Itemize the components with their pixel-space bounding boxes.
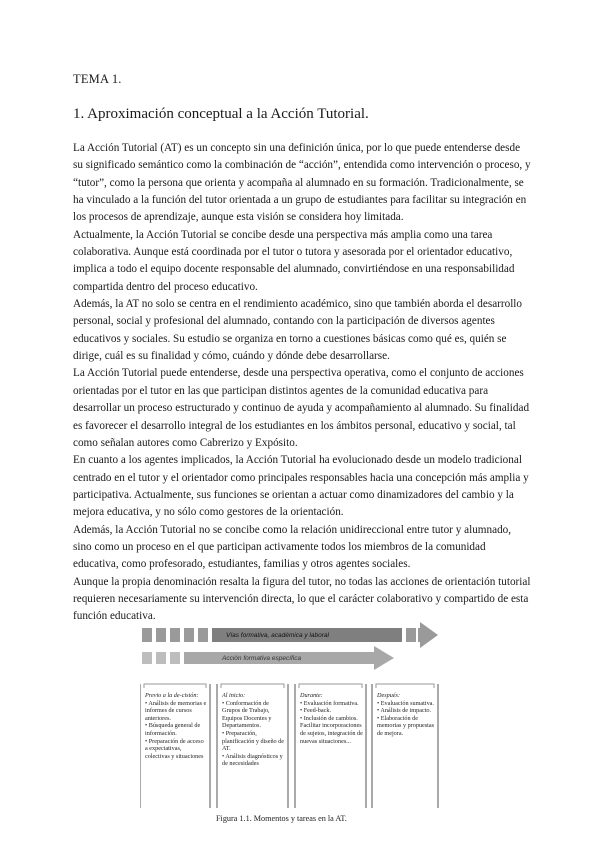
paragraph: La Acción Tutorial (AT) es un concepto sin una definición única, por lo que puede entenderse desde su significado semántico como la combinación de “acción”, entendida como intervención o proceso, y “tutor”, como la persona que orienta y acompaña al alumnado en su formación. Tradicionalmente, se ha vinculado a la función del tutor orientada a un grupo de estudiantes para facilitar su integración en los procesos de aprendizaje, aunque esta visión se considera hoy limitada. [73, 142, 531, 224]
column-item: • Análisis de impacto. [377, 707, 432, 715]
column-item: • Inclusión de cambios. Facilitar incorporaciones de sujetos, integración de nuevas situaciones... [300, 714, 363, 745]
chapter-label: TEMA 1. [73, 72, 122, 86]
paragraph: Además, la Acción Tutorial no se concibe como la relación unidireccional entre tutor y alumnado, sino como un proceso en el que participan activamente todos los miembros de la comunidad educativa, como profesorado, estudiantes, familias y otros agentes sociales. [73, 523, 512, 571]
column-brackets [144, 684, 434, 688]
column-title: Después: [377, 692, 401, 699]
column-item: • Feed-back. [300, 707, 332, 715]
column-item: • Elaboración de memorias y propuestas de mejora. [377, 714, 435, 737]
figure-moments-diagram [140, 622, 440, 822]
paragraph: Actualmente, la Acción Tutorial se concibe desde una perspectiva más amplia como una tarea colaborativa. Aunque está coordinada por el tutor o tutora y asesorada por el orientador educativo, implica a todo el equipo docente responsable del alumnado, convirtiéndose en una responsabilidad compartida dentro del proceso educativo. [73, 228, 515, 293]
mid-arrow-label: Acción formativa específica [222, 655, 302, 662]
column-despues [377, 692, 435, 804]
column-item: • Evaluación sumativa. [377, 699, 434, 707]
section-heading: 1. Aproximación conceptual a la Acción Tutorial. [73, 106, 369, 122]
column-durante [300, 692, 363, 804]
column-inicio [222, 692, 286, 804]
body-text [73, 140, 531, 626]
figure-caption: Figura 1.1. Momentos y tareas en la AT. [216, 814, 347, 823]
paragraph: La Acción Tutorial puede entenderse, desde una perspectiva operativa, como el conjunto de acciones orientadas por el tutor en las que participan distintos agentes de la comunidad educativa para desarrollar un proceso estructurado y continuo de ayuda y acompañamiento al alumnado. Su finalidad es favorecer el desarrollo integral de los estudiantes en los ámbitos personal, educativo y social, tal como señalan autores como Cabrerizo y Expósito. [73, 367, 530, 449]
column-item: • Análisis de memorias e informes de cursos anteriores. [145, 699, 207, 722]
column-item: • Evaluación formativa. [300, 699, 359, 707]
column-previo [145, 692, 207, 804]
column-item: • Análisis diagnósticos y de necesidades [222, 752, 283, 768]
column-title: Al inicio: [222, 692, 246, 699]
top-arrow-label: Vías formativa, académica y laboral [226, 632, 329, 639]
column-item: • Preparación de acceso a expectativas, colectivas y situaciones [145, 737, 204, 760]
paragraph: En cuanto a los agentes implicados, la Acción Tutorial ha evolucionado desde un modelo tradicional centrado en el tutor y el orientador como principales responsables hacia una concepción más amplia y participativa. Actualmente, sus funciones se orientan a actuar como dinamizadores del cambio y la mejora educativa, y no sólo como gestores de la orientación. [73, 454, 529, 519]
column-title: Durante: [300, 692, 323, 699]
column-item: • Preparación, planificación y diseño de AT. [222, 729, 285, 753]
column-item: • Conformación de Grupos de Trabajo, Equipos Docentes y Departamentos. [222, 699, 272, 730]
column-title: Previo a la de-cisión: [145, 692, 199, 699]
paragraph: Además, la AT no solo se centra en el rendimiento académico, sino que también aborda el desarrollo personal, social y profesional del alumnado, contando con la participación de diversos agentes educativos y sociales. Su estudio se organiza en torno a cuestiones básicas como qué es, quién se dirige, cuál es su finalidad y cómo, cuándo y dónde debe desarrollarse. [73, 298, 523, 363]
paragraph: Aunque la propia denominación resalta la figura del tutor, no todas las acciones de orientación tutorial requieren necesariamente su intervención directa, lo que el carácter colaborativo y compartido de esta función educativa. [73, 575, 531, 623]
column-item: • Búsqueda general de información. [145, 722, 201, 737]
